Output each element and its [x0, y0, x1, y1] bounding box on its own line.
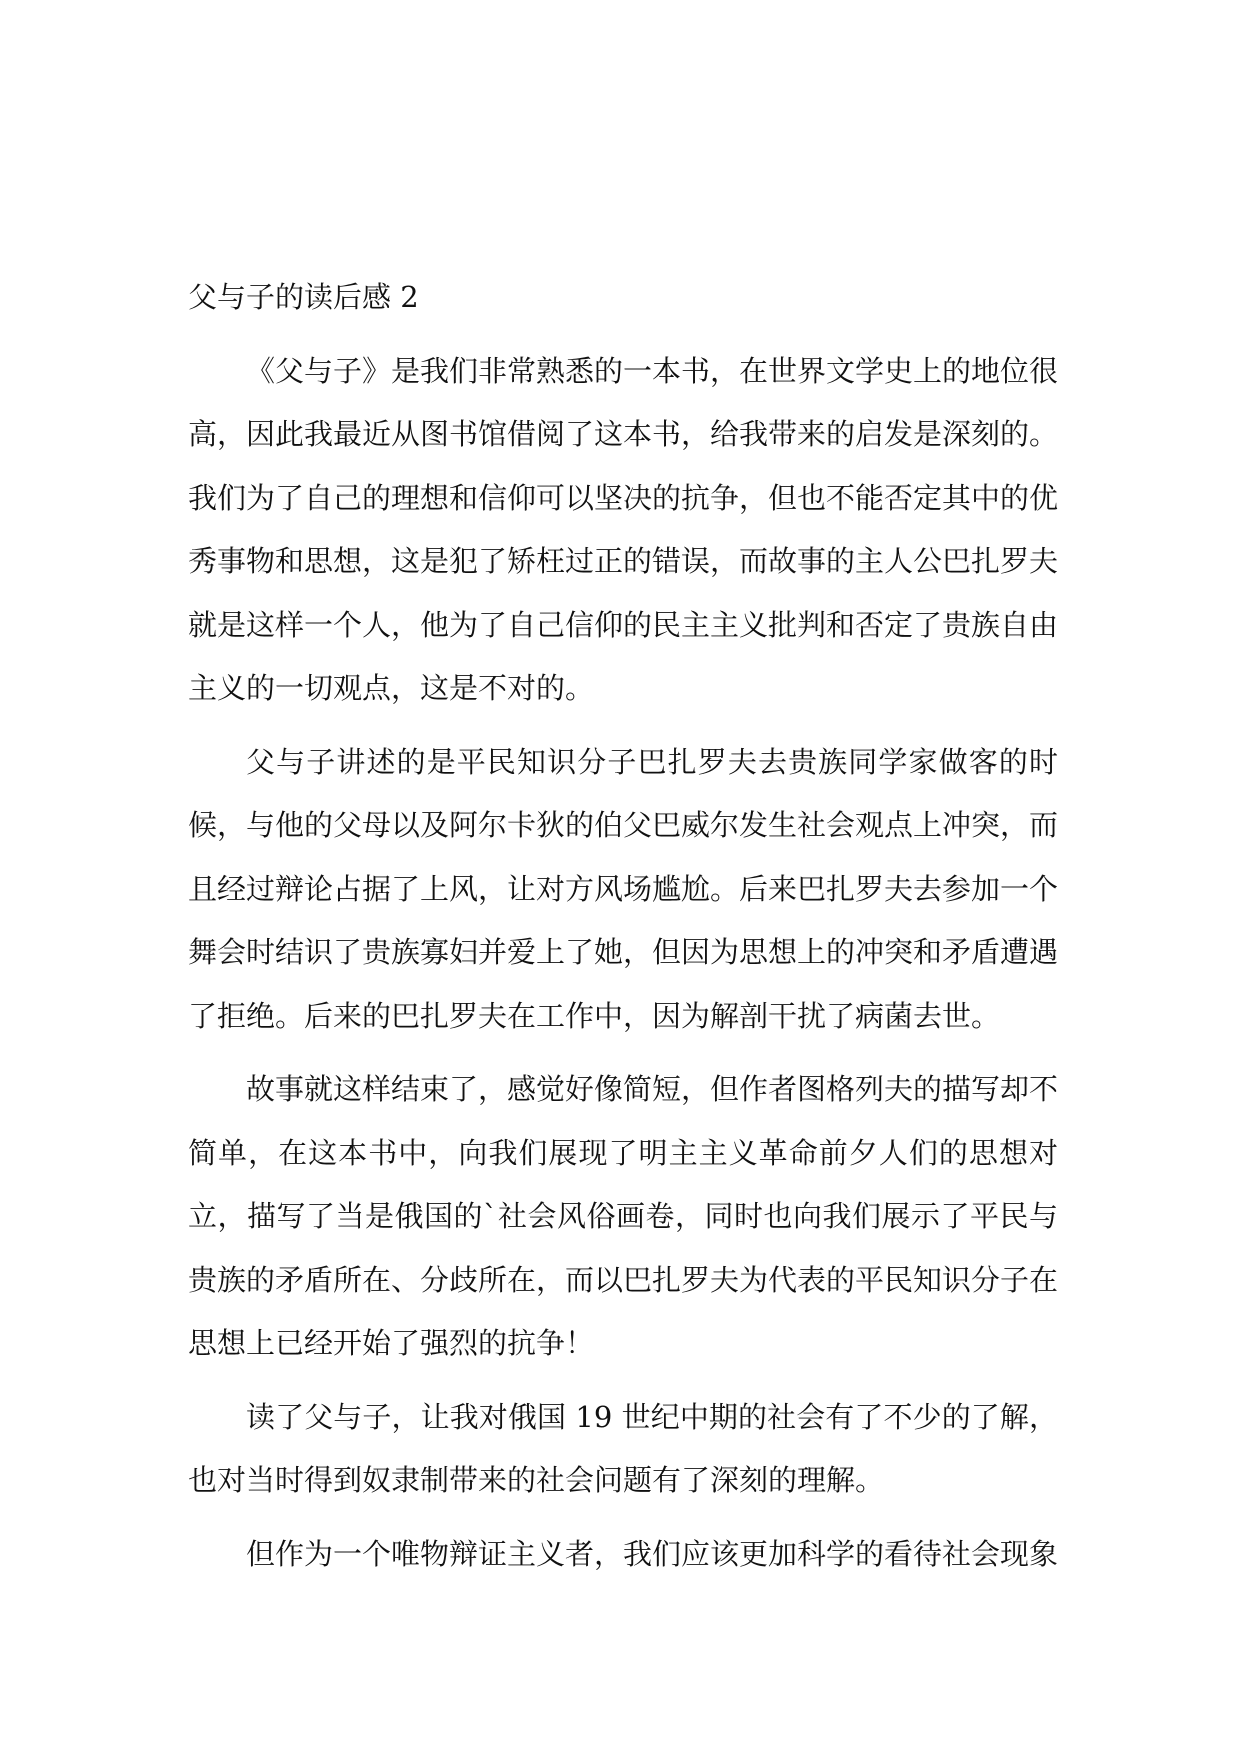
paragraph-1: 《父与子》是我们非常熟悉的一本书，在世界文学史上的地位很高，因此我最近从图书馆借阅了这本书，给我带来的启发是深刻的。我们为了自己的理想和信仰可以坚决的抗争，但也不能否定其中的优秀事物和思想，这是犯了矫枉过正的错误，而故事的主人公巴扎罗夫就是这样一个人，他为了自己信仰的民主主义批判和否定了贵族自由主义的一切观点，这是不对的。	[188, 353, 1059, 705]
paragraph-3: 故事就这样结束了，感觉好像简短，但作者图格列夫的描写却不简单，在这本书中，向我们展现了明主主义革命前夕人们的思想对立，描写了当是俄国的`社会风俗画卷，同时也向我们展示了平民与贵族的矛盾所在、分歧所在，而以巴扎罗夫为代表的平民知识分子在思想上已经开始了强烈的抗争！	[188, 1072, 1059, 1360]
document-title: 父与子的读后感 2	[188, 280, 419, 314]
paragraph-4: 读了父与子，让我对俄国 19 世纪中期的社会有了不少的了解，也对当时得到奴隶制带来的社会问题有了深刻的理解。	[188, 1399, 1058, 1497]
document-body	[188, 266, 1058, 1596]
paragraph-5: 但作为一个唯物辩证主义者，我们应该更加科学的看待社会现象	[246, 1536, 1059, 1571]
paragraph-2: 父与子讲述的是平民知识分子巴扎罗夫去贵族同学家做客的时候，与他的父母以及阿尔卡狄的伯父巴威尔发生社会观点上冲突，而且经过辩论占据了上风，让对方风场尴尬。后来巴扎罗夫去参加一个舞会时结识了贵族寡妇并爱上了她，但因为思想上的冲突和矛盾遭遇了拒绝。后来的巴扎罗夫在工作中，因为解剖干扰了病菌去世。	[188, 744, 1059, 1033]
